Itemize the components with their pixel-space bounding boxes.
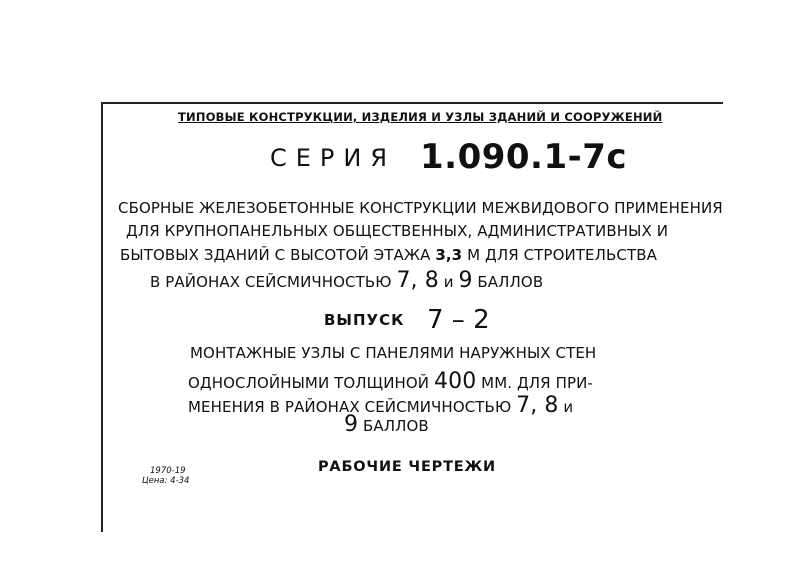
frame-top-border [103,102,723,104]
header-title: ТИПОВЫЕ КОНСТРУКЦИИ, ИЗДЕЛИЯ И УЗЛЫ ЗДАНИЙ И СООРУЖЕНИЙ [178,110,663,124]
floor-height-value: 3,3 [435,246,463,264]
issue-label: ВЫПУСК [324,311,405,329]
description-line-1: СБОРНЫЕ ЖЕЛЕЗОБЕТОННЫЕ КОНСТРУКЦИИ МЕЖВИДОВОГО ПРИМЕНЕНИЯ [118,199,723,217]
description-line-4-text: В РАЙОНАХ СЕЙСМИЧНОСТЬЮ [150,273,397,291]
seismicity-value-9: 9 [458,268,473,293]
handwritten-note-price: Цена: 4-34 [142,476,190,486]
description-line-4-and: и [438,273,459,291]
issue-seismicity-value-9: 9 [344,412,359,437]
issue-desc-line-4-end: БАЛЛОВ [358,417,429,435]
description-line-3-end: М ДЛЯ СТРОИТЕЛЬСТВА [462,246,657,264]
issue-desc-line-4 [344,414,429,436]
seismicity-values: 7, 8 [396,268,439,293]
thickness-value: 400 [434,369,477,394]
description-line-4-end: БАЛЛОВ [472,273,544,291]
issue-number: 7 – 2 [427,305,490,335]
handwritten-note-year: 1970-19 [150,466,186,476]
series-number: 1.090.1-7с [420,137,628,177]
issue-seismicity-values: 7, 8 [516,393,559,418]
description-line-3 [120,248,657,263]
issue-desc-line-2 [188,371,593,393]
series-label: СЕРИЯ [270,144,397,172]
description-line-2: ДЛЯ КРУПНОПАНЕЛЬНЫХ ОБЩЕСТВЕННЫХ, АДМИНИСТРАТИВНЫХ И [126,222,669,240]
issue-desc-line-1: МОНТАЖНЫЕ УЗЛЫ С ПАНЕЛЯМИ НАРУЖНЫХ СТЕН [190,344,597,362]
issue-desc-line-3-end: и [558,398,574,416]
issue-desc-line-3-text: МЕНЕНИЯ В РАЙОНАХ СЕЙСМИЧНОСТЬЮ [188,398,517,416]
description-line-3-text: БЫТОВЫХ ЗДАНИЙ С ВЫСОТОЙ ЭТАЖА [120,246,436,264]
description-line-4 [150,270,543,292]
issue-desc-line-2-end: ММ. ДЛЯ ПРИ- [476,374,593,392]
frame-left-border [101,102,103,532]
issue-desc-line-2-text: ОДНОСЛОЙНЫМИ ТОЛЩИНОЙ [188,374,434,392]
working-drawings-title: РАБОЧИЕ ЧЕРТЕЖИ [318,459,496,475]
